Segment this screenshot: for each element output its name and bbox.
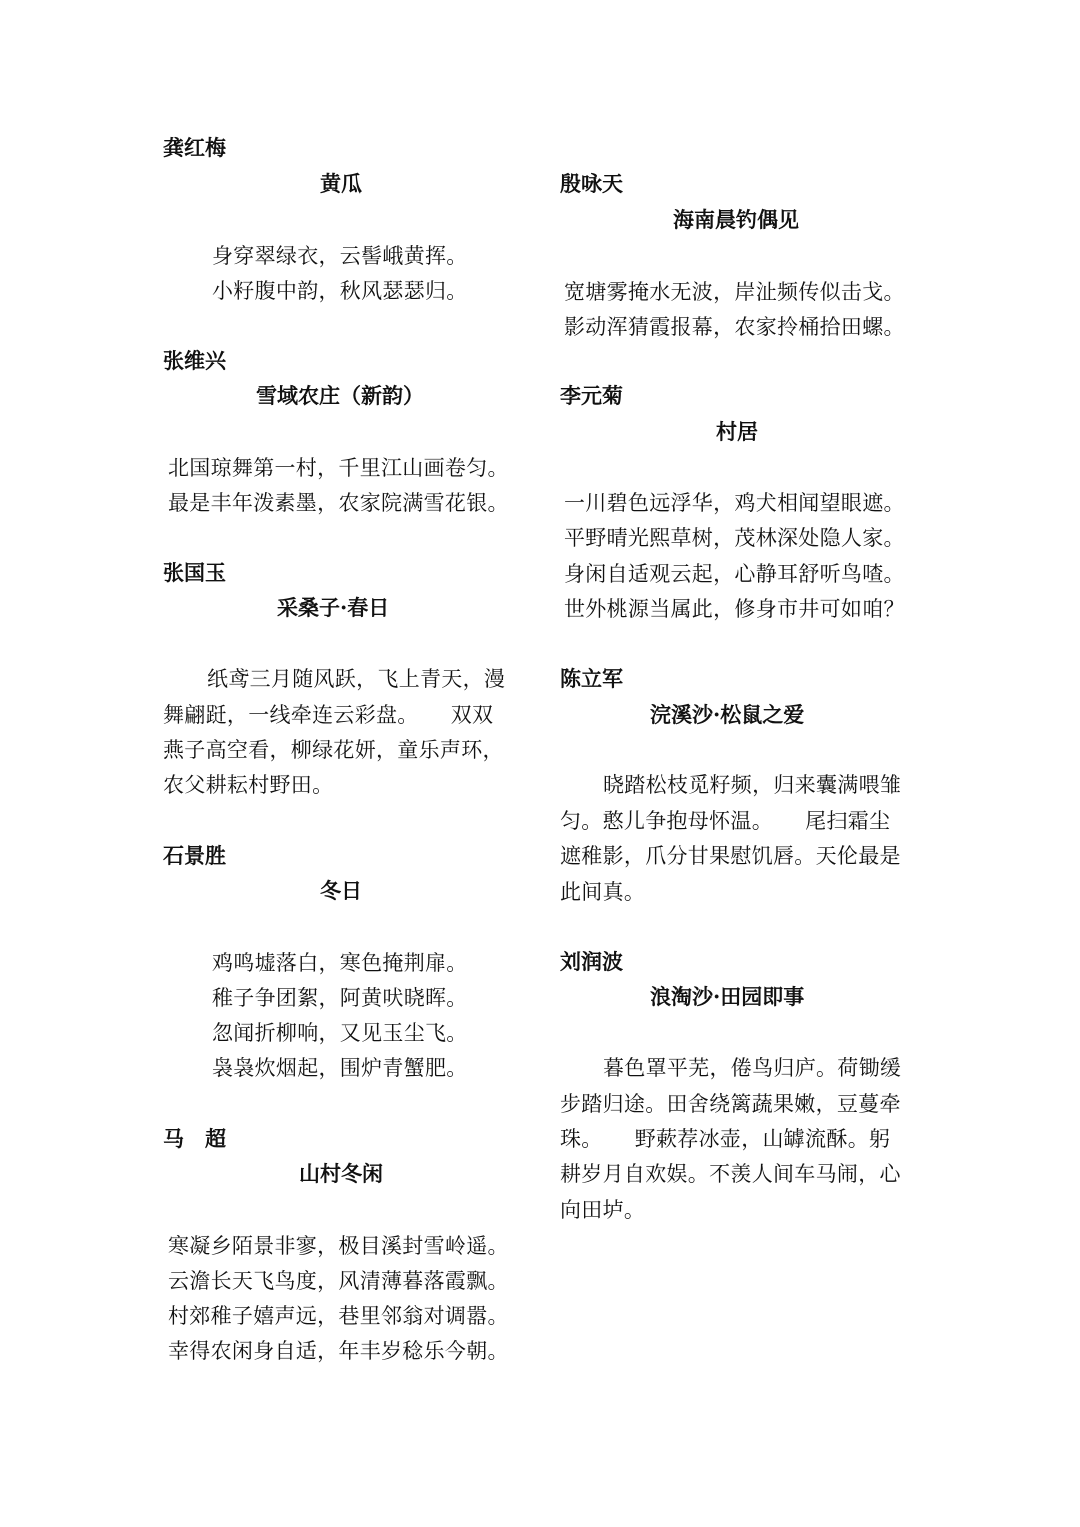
poem-title: 雪域农庄（新韵）	[256, 383, 424, 408]
poem-author: 龚红梅	[163, 135, 226, 160]
poem-line: 耕岁月自欢娱。不羡人间车马闹，心	[560, 1162, 901, 1186]
poem-author: 殷咏天	[560, 171, 623, 196]
poem-line: 忽闻折柳响，又见玉尘飞。	[212, 1021, 468, 1045]
poem-line: 暮色罩平芜，倦鸟归庐。荷锄缓	[603, 1056, 902, 1080]
poem-line: 舞翩跹，一线牵连云彩盘。 双双	[163, 703, 494, 727]
poem-line: 云澹长天飞鸟度，风清薄暮落霞飘。	[168, 1269, 509, 1293]
poem-title: 冬日	[320, 878, 362, 903]
poem-author: 刘润波	[560, 949, 623, 974]
left-column	[163, 0, 523, 1527]
poem-title: 采桑子·春日	[277, 595, 390, 620]
poem-title: 山村冬闲	[299, 1161, 383, 1186]
poem-line: 村郊稚子嬉声远，巷里邻翁对调嚣。	[168, 1304, 509, 1328]
poem-line: 北国琼舞第一村，千里江山画卷匀。	[168, 456, 509, 480]
poem-author: 石景胜	[163, 843, 226, 868]
poem-title: 村居	[716, 419, 758, 444]
poem-title: 海南晨钓偶见	[673, 207, 799, 232]
poem-line: 世外桃源当属此，修身市井可如咱？	[564, 597, 905, 621]
poem-line: 燕子高空看，柳绿花妍，童乐声环，	[163, 738, 504, 762]
poem-line: 匀。憨儿争抱母怀温。 尾扫霜尘	[560, 809, 891, 833]
right-column	[560, 0, 920, 1527]
poem-line: 袅袅炊烟起，围炉青蟹肥。	[212, 1056, 468, 1080]
poem-line: 纸鸢三月随风跃，飞上青天，漫	[207, 667, 506, 691]
poem-title: 浪淘沙·田园即事	[650, 984, 805, 1009]
poem-author: 张维兴	[163, 348, 226, 373]
poem-line: 身穿翠绿衣，云髻峨黄挥。	[212, 244, 468, 268]
poem-author: 陈立军	[560, 666, 623, 691]
poem-line: 一川碧色远浮华，鸡犬相闻望眼遮。	[564, 491, 905, 515]
poem-line: 晓踏松枝觅籽频，归来囊满喂雏	[603, 773, 902, 797]
poem-line: 鸡鸣墟落白，寒色掩荆扉。	[212, 951, 468, 975]
poem-title: 浣溪沙·松鼠之爱	[650, 702, 805, 727]
poem-line: 珠。 野蔌荐冰壶，山罅流酥。躬	[560, 1127, 891, 1151]
poem-line: 此间真。	[560, 880, 646, 904]
poem-line: 影动浑猜霞报幕，农家拎桶拾田螺。	[564, 315, 905, 339]
poem-line: 稚子争团絮，阿黄吠晓晖。	[212, 986, 468, 1010]
poem-line: 身闲自适观云起，心静耳舒听鸟喳。	[564, 562, 905, 586]
poem-author: 李元菊	[560, 383, 623, 408]
poem-line: 宽塘雾掩水无波，岸沚频传似击戈。	[564, 280, 905, 304]
poem-line: 遮稚影，爪分甘果慰饥唇。天伦最是	[560, 844, 901, 868]
poem-line: 小籽腹中韵，秋风瑟瑟归。	[212, 279, 468, 303]
poem-line: 步踏归途。田舍绕篱蔬果嫩，豆蔓牵	[560, 1092, 901, 1116]
poem-line: 向田垆。	[560, 1198, 646, 1222]
poem-title: 黄瓜	[320, 171, 362, 196]
poem-line: 寒凝乡陌景非寥，极目溪封雪岭遥。	[168, 1234, 509, 1258]
poem-line: 最是丰年泼素墨，农家院满雪花银。	[168, 491, 509, 515]
poem-author: 马 超	[163, 1126, 226, 1151]
poem-author: 张国玉	[163, 560, 226, 585]
poem-line: 幸得农闲身自适，年丰岁稔乐今朝。	[168, 1339, 509, 1363]
poem-line: 平野晴光熙草树，茂林深处隐人家。	[564, 526, 905, 550]
poem-line: 农父耕耘村野田。	[163, 773, 334, 797]
